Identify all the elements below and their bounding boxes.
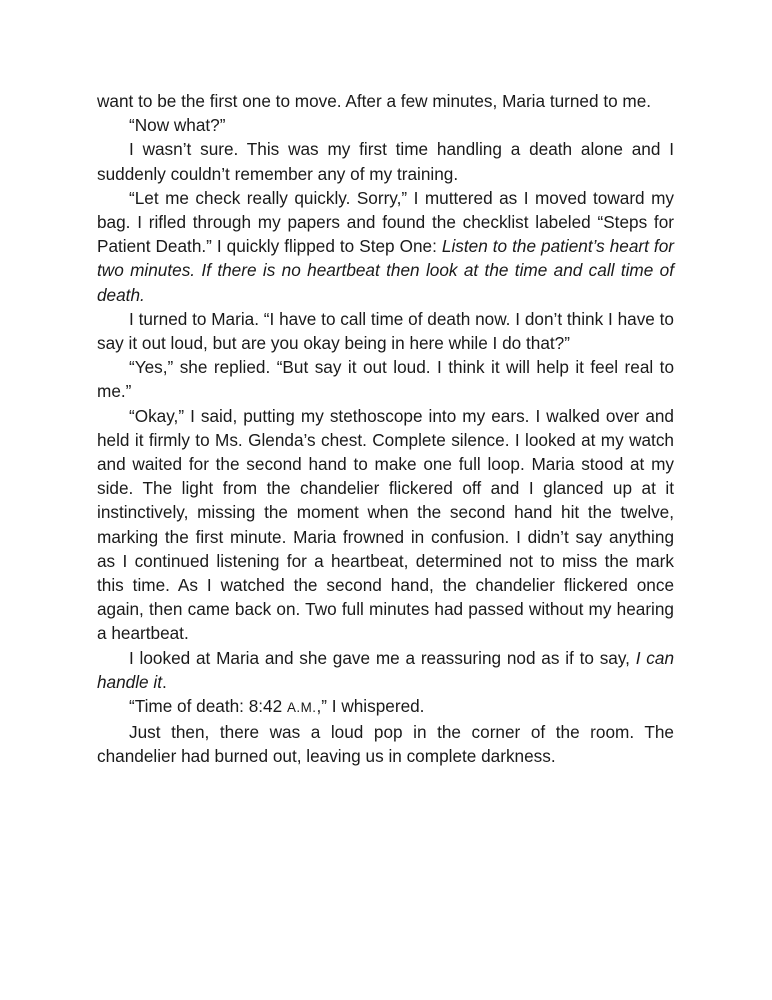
paragraph-text: “Let me check really quickly. Sorry,” I muttered as I moved toward my bag. I rifled through my papers and found the checklist labeled “Steps for Patient Death.” I quickly flipped to Step One: [97, 187, 674, 257]
paragraph-text: “Time of death: 8:42 [129, 696, 287, 717]
italic-thought: I can handle it [97, 647, 674, 692]
paragraph-continuation: want to be the first one to move. After a few minutes, Maria turned to me. [97, 91, 652, 111]
paragraph-text: I looked at Maria and she gave me a reassuring nod as if to say, [129, 647, 636, 668]
paragraph-dialogue: “Now what?” [129, 115, 226, 136]
paragraph-text: ,” I whispered. [316, 696, 425, 717]
paragraph: I wasn’t sure. This was my first time handling a death alone and I suddenly couldn’t remember any of my training. [97, 139, 674, 184]
paragraph: Just then, there was a loud pop in the corner of the room. The chandelier had burned out, leaving us in complete darkness. [97, 722, 674, 767]
paragraph: “Yes,” she replied. “But say it out loud. I think it will help it feel real to me.” [97, 357, 674, 402]
paragraph [97, 646, 674, 694]
page-body [97, 89, 674, 769]
paragraph: I turned to Maria. “I have to call time of death now. I don’t think I have to say it out loud, but are you okay being in here while I do that?” [97, 308, 674, 354]
time-suffix: A.M. [286, 700, 317, 716]
paragraph-text: . [161, 671, 167, 692]
checklist-instruction: Listen to the patient’s heart for two minutes. If there is no heartbeat then look at the time and call time of death. [97, 236, 674, 305]
paragraph [97, 694, 674, 720]
paragraph: “Okay,” I said, putting my stethoscope into my ears. I walked over and held it firmly to Ms. Glenda’s chest. Complete silence. I looked at my watch and waited for the second hand to make one full loop. Maria stood at my side. The light from the chandelier flickered off and I glanced up at it instinctively, missing the moment when the second hand hit the twelve, marking the first minute. Maria frowned in confusion. I didn’t say anything as I continued listening for a heartbeat, determined not to miss the mark this time. As I watched the second hand, the chandelier flickered once again, then came back on. Two full minutes had passed without my hearing a heartbeat. [97, 405, 674, 644]
paragraph-checklist [97, 186, 674, 307]
